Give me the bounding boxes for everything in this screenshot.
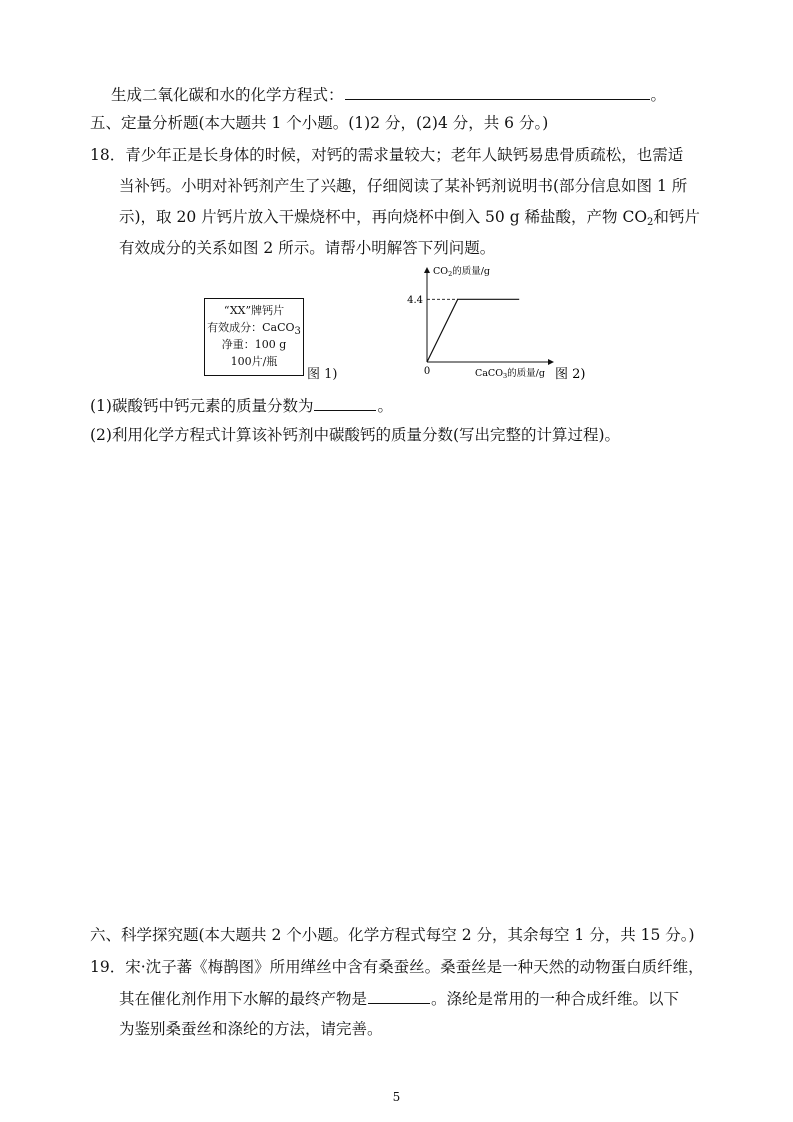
- q18-sub1-line: [90, 395, 393, 416]
- figure1-ingredient: [205, 319, 303, 336]
- q19-line1: 19．宋·沈子蕃《梅鹊图》所用缂丝中含有桑蚕丝。桑蚕丝是一种天然的动物蛋白质纤维，: [90, 958, 704, 976]
- figure1-caption: 图 1): [307, 367, 338, 382]
- chart-y-label-pre: CO: [433, 266, 449, 277]
- q18-line1: 18．青少年正是长身体的时候，对钙的需求量较大；老年人缺钙易患骨质疏松，也需适: [90, 146, 684, 164]
- section5-heading: 五、定量分析题(本大题共 1 个小题。(1)2 分，(2)4 分，共 6 分。): [90, 114, 549, 132]
- chart-origin-label: 0: [423, 366, 431, 377]
- page-number: 5: [392, 1090, 401, 1104]
- figure1-ingredient-text: 有效成分：CaCO: [207, 321, 295, 334]
- figure2-chart: [405, 262, 605, 386]
- q18-line4: 有效成分的关系如图 2 所示。请帮小明解答下列问题。: [119, 239, 496, 257]
- q18-sub2: (2)利用化学方程式计算该补钙剂中碳酸钙的质量分数(写出完整的计算过程)。: [90, 426, 621, 444]
- chart-y-tick-label: 4.4: [407, 294, 423, 306]
- q18-line3-end: 和钙片: [653, 208, 700, 226]
- q18-sub1-text: (1)碳酸钙中钙元素的质量分数为: [90, 397, 314, 415]
- chart-y-label-sub: 2: [448, 270, 453, 278]
- q19-line2-end: 。涤纶是常用的一种合成纤维。以下: [431, 990, 680, 1008]
- chart-y-axis-label: [433, 265, 490, 278]
- chart-series-co2: [427, 299, 519, 362]
- q18-line3-text: 示)，取 20 片钙片放入干燥烧杯中，再向烧杯中倒入 50 g 稀盐酸，产物 CO: [119, 208, 648, 226]
- chart-y-label-post: 的质量/g: [452, 266, 490, 277]
- figure1-brand: “XX”牌钙片: [223, 304, 285, 317]
- equation-answer-blank[interactable]: [345, 84, 650, 100]
- figure1-count: 100片/瓶: [230, 355, 278, 368]
- q18-line3-subscript: 2: [647, 217, 654, 228]
- figure1-net-weight: 净重：100 g: [221, 338, 287, 351]
- q19-line3: 为鉴别桑蚕丝和涤纶的方法，请完善。: [119, 1020, 383, 1038]
- chart-x-label-post: 的质量/g: [507, 368, 545, 379]
- figure2-caption: 图 2): [555, 367, 586, 382]
- q18-line3: [119, 207, 700, 227]
- q19-answer-blank[interactable]: [368, 988, 430, 1004]
- q19-line2-text: 其在催化剂作用下水解的最终产物是: [119, 990, 368, 1008]
- figure1-ingredient-sub: 3: [294, 326, 301, 337]
- equation-prompt-line: [111, 84, 666, 105]
- chart-x-label-pre: CaCO: [475, 368, 503, 379]
- equation-prompt-end: 。: [650, 86, 667, 104]
- section6-heading: 六、科学探究题(本大题共 2 个小题。化学方程式每空 2 分，其余每空 1 分，共 15 分。): [90, 926, 695, 944]
- q18-sub1-blank[interactable]: [314, 395, 376, 411]
- q18-sub1-end: 。: [377, 397, 393, 415]
- chart-x-label-sub: 3: [503, 372, 508, 380]
- q19-line2: [119, 988, 679, 1009]
- chart-x-axis-label: [475, 367, 545, 380]
- q18-line2: 当补钙。小明对补钙剂产生了兴趣，仔细阅读了某补钙剂说明书(部分信息如图 1 所: [119, 177, 688, 195]
- equation-prompt-text: 生成二氧化碳和水的化学方程式：: [111, 86, 344, 104]
- figure1-label-box: [204, 298, 304, 376]
